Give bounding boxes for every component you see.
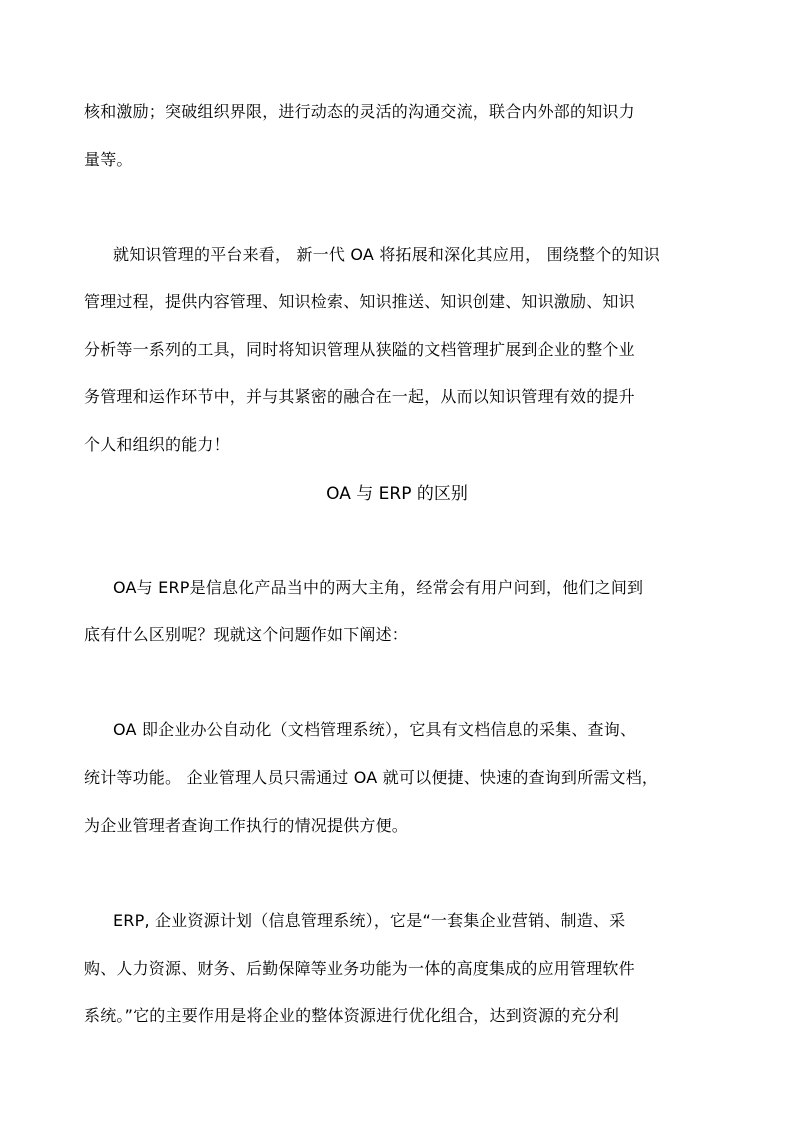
paragraph-line: OA与 ERP是信息化产品当中的两大主角，经常会有用户问到，他们之间到: [113, 578, 644, 597]
paragraph-line: 为企业管理者查询工作执行的情况提供方便。: [84, 816, 409, 835]
paragraph-line: 核和激励；突破组织界限，进行动态的灵活的沟通交流，联合内外部的知识力: [84, 102, 635, 121]
paragraph-line: 底有什么区别呢？现就这个问题作如下阐述：: [84, 625, 409, 644]
section-heading: OA 与 ERP 的区别: [326, 484, 468, 504]
paragraph-line: 就知识管理的平台来看， 新一代 OA 将拓展和深化其应用， 围绕整个的知识: [113, 245, 661, 264]
paragraph-line: 个人和组织的能力！: [84, 435, 230, 454]
paragraph-line: 分析等一系列的工具，同时将知识管理从狭隘的文档管理扩展到企业的整个业: [84, 340, 635, 359]
paragraph-line: OA 即企业办公自动化（文档管理系统），它具有文档信息的采集、查询、: [113, 720, 637, 739]
paragraph-line: 购、人力资源、财务、后勤保障等业务功能为一体的高度集成的应用管理软件: [84, 959, 635, 978]
paragraph-line: 统计等功能。 企业管理人员只需通过 OA 就可以便捷、快速的查询到所需文档，: [84, 768, 659, 787]
paragraph-line: 系统。”它的主要作用是将企业的整体资源进行优化组合，达到资源的充分利: [84, 1006, 620, 1025]
paragraph-line: 务管理和运作环节中，并与其紧密的融合在一起，从而以知识管理有效的提升: [84, 387, 635, 406]
paragraph-line: 管理过程，提供内容管理、知识检索、知识推送、知识创建、知识激励、知识: [84, 292, 635, 311]
paragraph-line: ERP, 企业资源计划（信息管理系统），它是“一套集企业营销、制造、采: [113, 911, 626, 930]
paragraph-line: 量等。: [84, 150, 133, 169]
